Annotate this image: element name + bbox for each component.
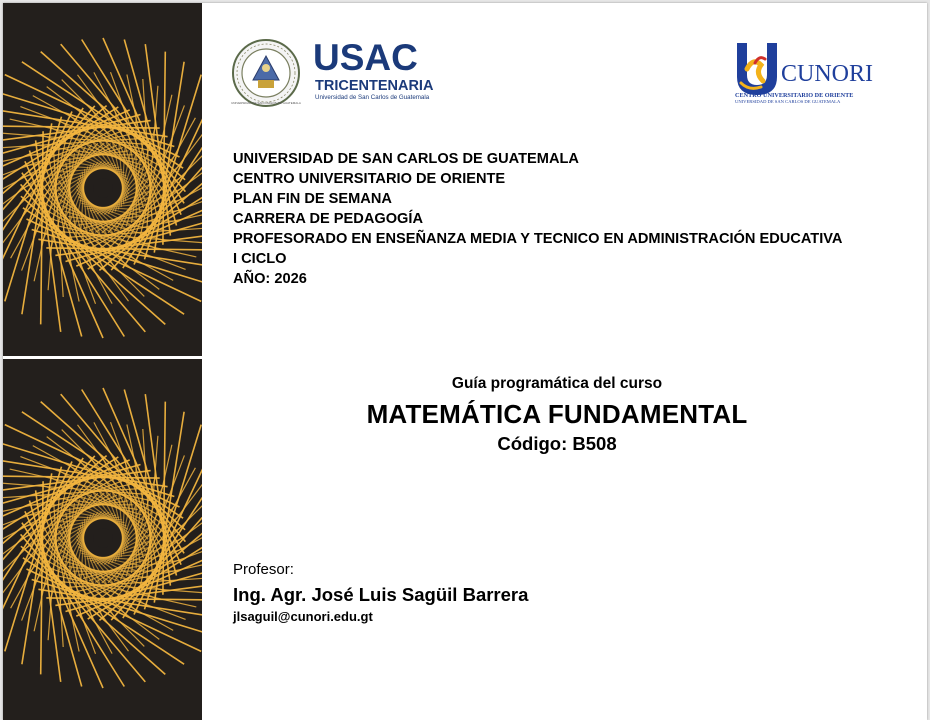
art-divider bbox=[3, 356, 202, 359]
usac-wordmark: USAC bbox=[313, 37, 418, 78]
cunori-line1: CENTRO UNIVERSITARIO DE ORIENTE bbox=[735, 92, 854, 99]
cunori-logo bbox=[731, 39, 883, 105]
usac-logo bbox=[229, 36, 469, 110]
header-plan: PLAN FIN DE SEMANA bbox=[233, 191, 392, 207]
usac-tagline: Universidad de San Carlos de Guatemala bbox=[315, 94, 430, 101]
cunori-wordmark: CUNORI bbox=[781, 61, 874, 87]
course-title-block bbox=[202, 374, 912, 456]
header-program: PROFESORADO EN ENSEÑANZA MEDIA Y TECNICO EN ADMINISTRACIÓN EDUCATIVA bbox=[233, 231, 843, 247]
professor-email: jlsaguil@cunori.edu.gt bbox=[233, 609, 373, 624]
cunori-line2: UNIVERSIDAD DE SAN CARLOS DE GUATEMALA bbox=[735, 99, 841, 104]
header-center: CENTRO UNIVERSITARIO DE ORIENTE bbox=[233, 171, 506, 187]
professor-label: Profesor: bbox=[233, 561, 294, 578]
professor-name: Ing. Agr. José Luis Sagüil Barrera bbox=[233, 584, 529, 605]
decorative-spiral-art bbox=[3, 3, 202, 720]
institution-header bbox=[233, 149, 873, 289]
course-title: MATEMÁTICA FUNDAMENTAL bbox=[366, 399, 748, 429]
professor-block bbox=[233, 560, 528, 626]
usac-subtitle: TRICENTENARIA bbox=[315, 78, 434, 94]
cunori-emblem-icon bbox=[737, 43, 777, 95]
guide-label: Guía programática del curso bbox=[451, 375, 663, 392]
header-career: CARRERA DE PEDAGOGÍA bbox=[233, 211, 424, 227]
usac-seal-text: UNIVERSIDAD DE SAN CARLOS DE GUATEMALA bbox=[231, 101, 301, 105]
usac-seal-icon bbox=[231, 40, 301, 106]
header-year: AÑO: 2026 bbox=[233, 271, 307, 287]
spiral-line-art-image bbox=[3, 3, 202, 720]
document-page bbox=[3, 3, 927, 720]
course-code: Código: B508 bbox=[497, 433, 617, 454]
header-cycle: I CICLO bbox=[233, 251, 287, 267]
header-university: UNIVERSIDAD DE SAN CARLOS DE GUATEMALA bbox=[233, 151, 579, 167]
